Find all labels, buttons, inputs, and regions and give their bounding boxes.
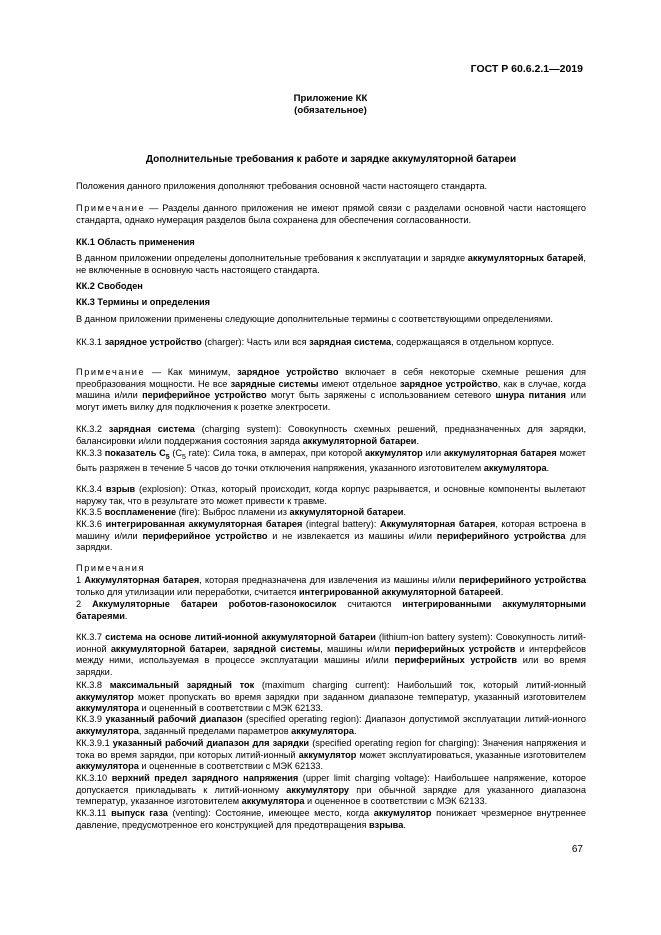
section-title: Дополнительные требования к работе и зарядке аккумуляторной батареи: [145, 154, 517, 165]
appendix-title: Приложение КК: [293, 93, 368, 104]
term-3-9: КК.3.9 указанный рабочий диапазон (specified operating region): Диапазон допустимой эксплуатации литий-ионного аккумулятора, заданный пределами параметров аккумулятора.: [76, 714, 586, 736]
kk1-heading: КК.1 Область применения: [76, 237, 195, 247]
kk3-heading: КК.3 Термины и определения: [76, 297, 210, 307]
term-3-3: КК.3.3 показатель $C_5$ ($C_5$ rate): Сила тока, в амперах, при которой аккумулятор или аккумуляторная батарея может быть разряжен в течение 5 часов до точки отключения напряжения, указанного изготовителем аккумулятора.: [76, 448, 586, 474]
appendix-status: (обязательное): [294, 105, 367, 116]
term-3-11: КК.3.11 выпуск газа (venting): Состояние, имеющее место, когда аккумулятор понижает чрезмерное внутреннее давление, предусмотренное его конструкцией для предотвращения взрыва.: [76, 808, 587, 830]
term-3-10: КК.3.10 верхний предел зарядного напряжения (upper limit charging voltage): Наибольшее напряжение, которое допускается прикладывать к литий-ионному аккумулятору при обычной зарядке для указанного диапазона температур, указанное изготовителем аккумулятора и оцененное в соответствии с МЭК 62133.: [76, 773, 586, 807]
term-3-1: КК.3.1 зарядное устройство (charger): Часть или вся зарядная система, содержащаяся в отдельном корпусе.: [76, 337, 555, 347]
term-3-8: КК.3.8 максимальный зарядный ток (maximum charging current): Наибольший ток, который литий-ионный аккумулятор может пропускать во время зарядки при заданном диапазоне температур, указанный изготовителем аккумулятора и оцененный в соответствии с МЭК 62133.: [76, 680, 586, 714]
term-3-7: КК.3.7 система на основе литий-ионной аккумуляторной батареи (lithium-ion battery system): Совокупность литий-ионной аккумуляторной батареи, зарядной системы, машины и/или периферийных устройств и интерфейсов между ними, используемая в процессе эксплуатации машины и/или периферийных устройств или во время зарядки.: [76, 632, 587, 677]
term-3-9-1: КК.3.9.1 указанный рабочий диапазон для зарядки (specified operating region for charging): Значения напряжения и тока во время зарядки, при которых литий-ионный аккумулятор может эксплуатироваться, указанные изготовителем аккумулятора и оцененные в соответствии с МЭК 62133.: [76, 738, 587, 772]
document-header: ГОСТ Р 60.6.2.1—2019: [470, 63, 583, 75]
kk3-intro: В данном приложении применены следующие дополнительные термины с соответствующими определениями.: [76, 314, 553, 324]
term-3-6: КК.3.6 интегрированная аккумуляторная батарея (integral battery): Аккумуляторная батарея, которая встроена в машину и/или периферийное устройство и не извлекается из машины и/или периферийного устройства для зарядки.: [76, 519, 586, 553]
note-item-1: 1 Аккумуляторная батарея, которая предназначена для извлечения из машины и/или периферийного устройства только для утилизации или переработки, считается интегрированной аккумуляторной батареей.: [76, 575, 586, 597]
kk2-heading: КК.2 Свободен: [76, 281, 143, 291]
page-number: 67: [571, 844, 583, 855]
kk1-paragraph: В данном приложении определены дополнительные требования к эксплуатации и зарядке аккумуляторных батарей, не включенные в основную часть настоящего стандарта.: [76, 253, 586, 275]
intro-paragraph: Положения данного приложения дополняют требования основной части настоящего стандарта.: [76, 181, 488, 191]
note-charger: Примечание — Как минимум, зарядное устройство включает в себя некоторые схемные решения для преобразования мощности. Не все зарядные системы имеют отдельное зарядное устройство, как в случае, когда машина и/или периферийное устройство могут быть заряжены с использованием сетевого шнура питания или могут иметь вилку для подключения к розетке электросети.: [76, 367, 587, 412]
note-item-2: 2 Аккумуляторные батареи роботов-газонокосилок считаются интегрированными аккумуляторными батареями.: [76, 599, 586, 621]
note-paragraph: Примечание — Разделы данного приложения не имеют прямой связи с разделами основной части настоящего стандарта, однако нумерация разделов была сохранена для обеспечения согласованности.: [76, 203, 586, 225]
notes-label: Примечания: [76, 563, 146, 573]
term-3-5: КК.3.5 воспламенение (fire): Выброс пламени из аккумуляторной батареи.: [76, 507, 406, 517]
term-3-4: КК.3.4 взрыв (explosion): Отказ, который происходит, когда корпус разрывается, и основные компоненты вылетают наружу так, что в результате это может привести к травме.: [76, 484, 586, 506]
term-3-2: КК.3.2 зарядная система (charging system): Совокупность схемных решений, предназначенных для зарядки, балансировки и/или поддержания состояния заряда аккумуляторной батареи.: [76, 424, 586, 446]
